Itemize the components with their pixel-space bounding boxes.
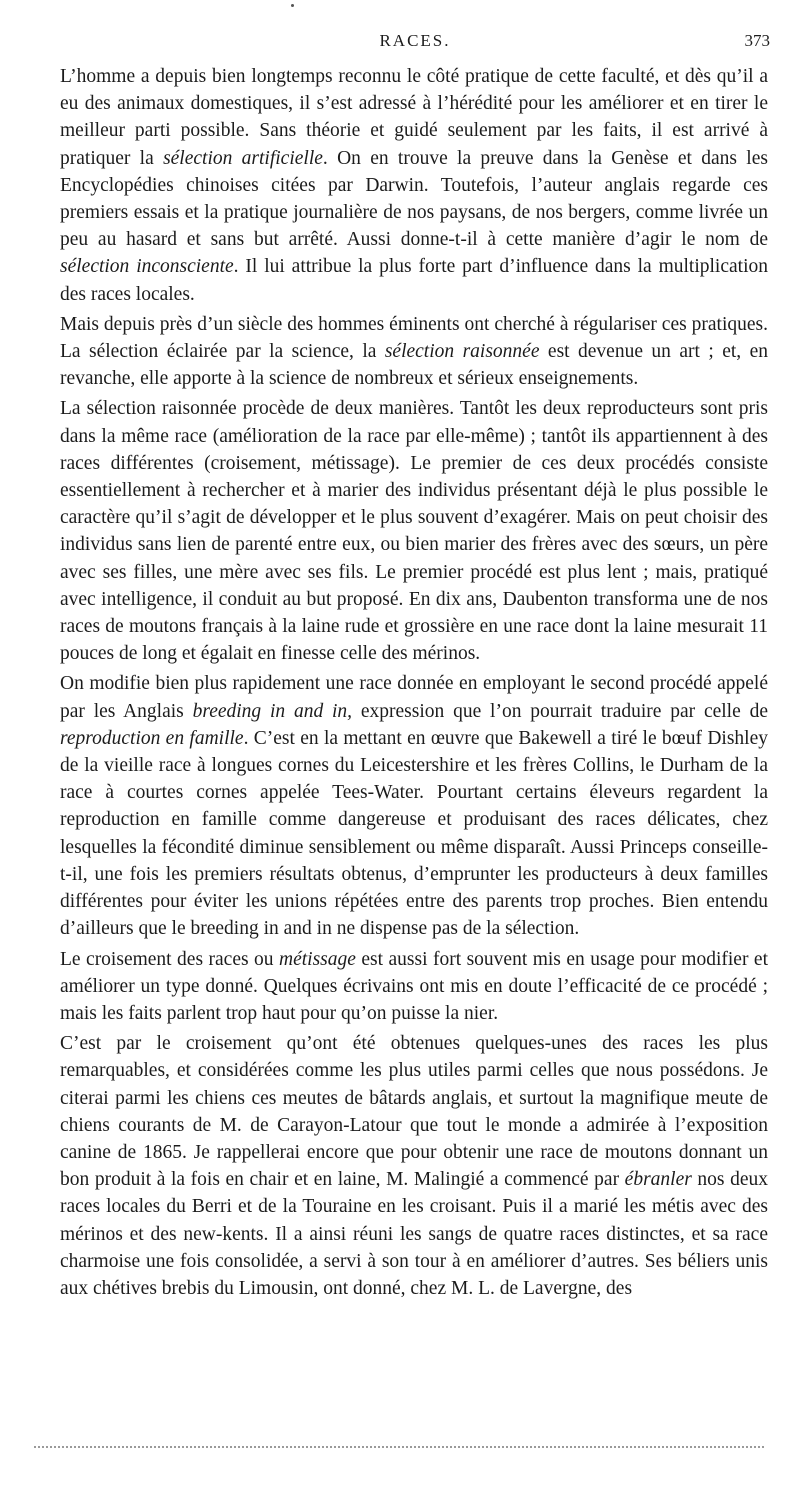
paragraph — [60, 670, 768, 942]
italic-term: sélection inconsciente — [60, 256, 234, 278]
paragraph — [60, 1030, 768, 1302]
text-run: . C’est en la mettant en œuvre que Bakewell a tiré le bœuf Dishley de la vieille race à longues cornes du Leicestershire et les frères Collins, le Durham de la race à courtes cornes appelée Tees-Water. Pourtant certains éleveurs regardent la reproduction en famille comme dangereuse et produisant des races délicates, chez lesquelles la fécondité diminue sensiblement ou même disparaît. Aussi Princeps conseille-t-il, une fois les premiers résultats obtenus, d’emprunter les producteurs à deux familles différentes pour éviter les unions répétées entre des parents trop proches. Bien entendu d’ailleurs que le breeding in and in ne dispense pas de la sélection. — [60, 727, 768, 940]
italic-term: breeding in and in, — [192, 700, 353, 722]
text-run: est devenue un art ; et, en revanche, elle apporte à la science de nombreux et sérieux enseignements. — [60, 341, 768, 390]
paragraph — [60, 395, 768, 667]
italic-term: métissage — [279, 948, 356, 970]
italic-term: sélection raisonnée — [384, 341, 540, 363]
text-run: La sélection raisonnée procède de deux manières. Tantôt les deux reproducteurs sont pris dans la même race (amélioration de la race par elle-même) ; tantôt ils appartiennent à des races différentes (croisement, métissage). Le premier de ces deux procédés consiste essentiellement à rechercher et à marier des individus présentant déjà le plus possible le caractère qu’il s’agit de développer et le plus souvent d’exagérer. Mais on peut choisir des individus sans lien de parenté entre eux, ou bien marier des frères avec des sœurs, un père avec ses filles, une mère avec ses fils. Le premier procédé est plus lent ; mais, pratiqué avec intelligence, il conduit au but proposé. En dix ans, Daubenton transforma une de nos races de moutons français à la laine rude et grossière en une race dont la laine mesurait 11 pouces de long et égalait en finesse celle des mérinos. — [60, 398, 768, 665]
print-speck — [291, 4, 294, 7]
running-head: RACES. — [379, 31, 451, 50]
text-run: est aussi fort souvent mis en usage pour modifier et améliorer un type donné. Quelques écrivains ont mis en doute l’efficacité de ce procédé ; mais les faits parlent trop haut pour qu’on puisse la nier. — [60, 948, 768, 1024]
text-run: . Il lui attribue la plus forte part d’influence dans la multiplication des races locales. — [60, 256, 768, 305]
paragraph — [60, 946, 768, 1028]
italic-term: ébranler — [624, 1169, 692, 1191]
text-run: Le croisement des races ou — [60, 948, 279, 970]
page-number: 373 — [744, 31, 770, 50]
text-run: On modifie bien plus rapidement une race donnée en employant le second procédé appelé par les Anglais — [60, 673, 768, 722]
text-run: Mais depuis près d’un siècle des hommes éminents ont cherché à régulariser ces pratiques. La sélection éclairée par la science, la — [60, 313, 768, 363]
text-run: expression que l’on pourrait traduire par celle de — [352, 700, 768, 722]
paragraph — [60, 311, 768, 393]
page-header — [60, 31, 770, 57]
text-run: L’homme a depuis bien longtemps reconnu le côté pratique de cette faculté, et dès qu’il a eu des animaux domestiques, il s’est adressé à l’hérédité pour les améliorer et en tirer le meilleur parti possible. Sans théorie et guidé seulement par les faits, il est arrivé à pratiquer la — [60, 66, 768, 169]
italic-term: reproduction en famille — [60, 727, 244, 749]
footer-dotted-rule — [34, 1446, 764, 1448]
paragraph — [60, 63, 768, 308]
text-run: . On en trouve la preuve dans la Genèse et dans les Encyclopédies chinoises citées par Darwin. Toutefois, l’auteur anglais regarde ces premiers essais et la pratique journalière de nos paysans, de nos bergers, comme livrée un peu au hasard et sans but arrêté. Aussi donne-t-il à cette manière d’agir le nom de — [60, 147, 768, 251]
italic-term: sélection artificielle — [163, 147, 323, 169]
text-run: C’est par le croisement qu’ont été obtenues quelques-unes des races les plus remarquables, et considérées comme les plus utiles parmi celles que nous possédons. Je citerai parmi les chiens ces meutes de bâtards anglais, et surtout la magnifique meute de chiens courants de M. de Carayon-Latour que tout le monde a admirée à l’exposition canine de 1865. Je rappellerai encore que pour obtenir une race de moutons donnant un bon produit à la fois en chair et en laine, M. Malingié a commencé par — [60, 1033, 768, 1191]
body-text — [60, 63, 768, 1305]
text-run: nos deux races locales du Berri et de la Touraine en les croisant. Puis il a marié les métis avec des mérinos et des new-kents. Il a ainsi réuni les sangs de quatre races distinctes, et sa race charmoise une fois consolidée, a servi à son tour à en améliorer d’autres. Ses béliers unis aux chétives brebis du Limousin, ont donné, chez M. L. de Lavergne, des — [60, 1169, 769, 1299]
